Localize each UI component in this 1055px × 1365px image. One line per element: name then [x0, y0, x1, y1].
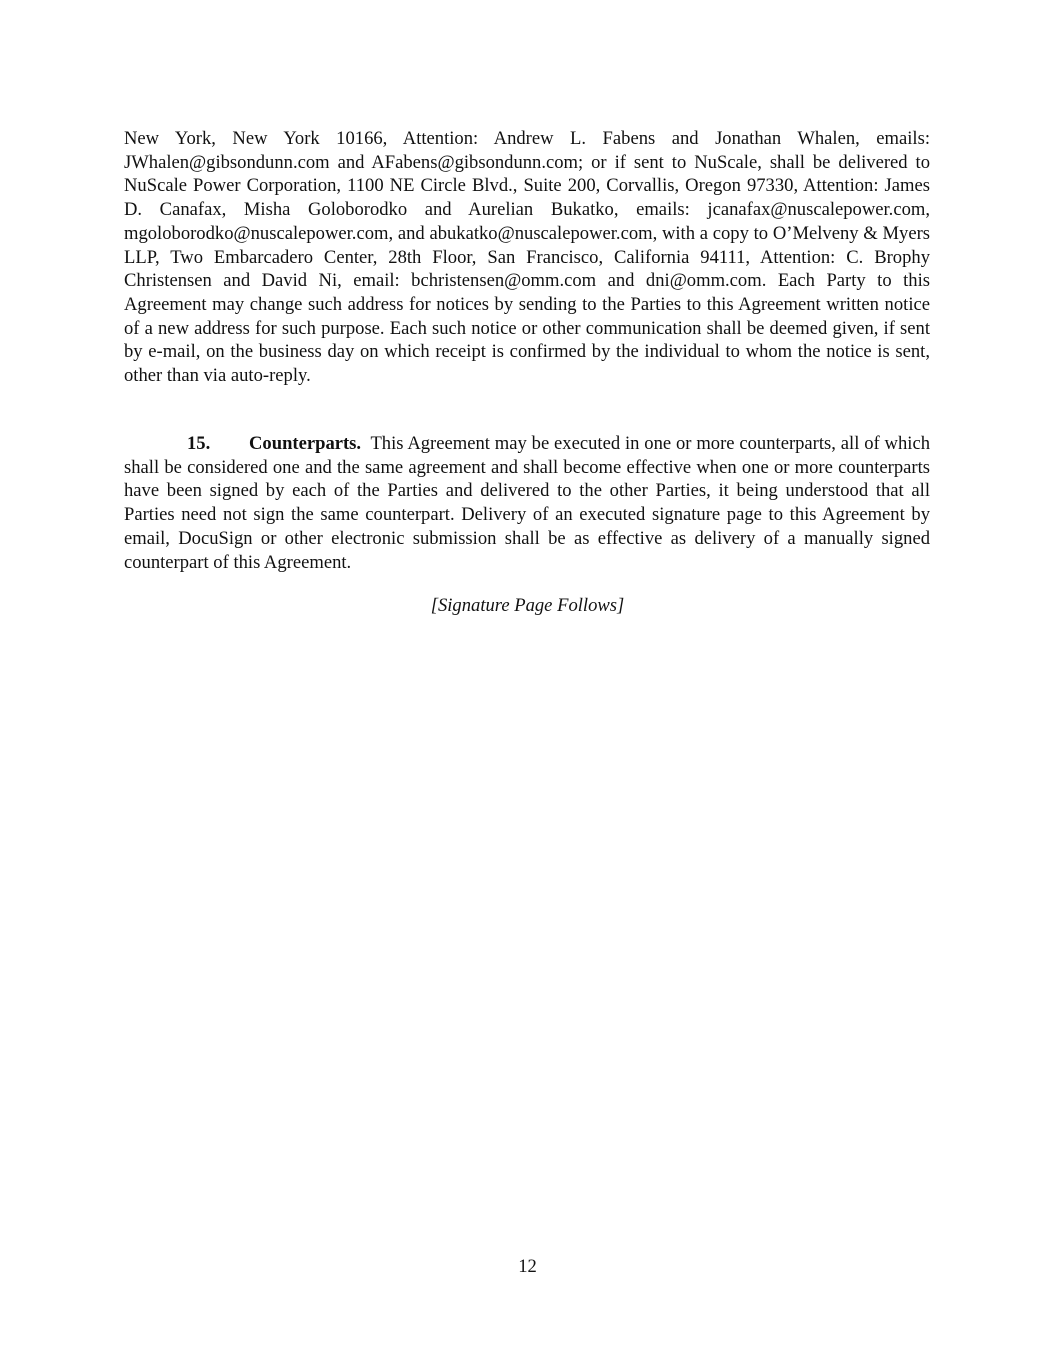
section-number: 15.: [187, 433, 211, 454]
section-title: Counterparts.: [249, 433, 362, 454]
page-number: 12: [518, 1256, 537, 1277]
notice-paragraph: New York, New York 10166, Attention: Andrew L. Fabens and Jonathan Whalen, emails: JWhalen@gibsondunn.com and AFabens@gibsondunn.com; or if sent to NuScale, shall be delivered to NuScale Power Corporation, 1100 NE Circle Blvd., Suite 200, Corvallis, Oregon 97330, Attention: James D. Canafax, Misha Goloborodko and Aurelian Bukatko, emails: jcanafax@nuscalepower.com, mgoloborodko@nuscalepower.com, and abukatko@nuscalepower.com, with a copy to O’Melveny & Myers LLP, Two Embarcadero Center, 28th Floor, San Francisco, California 94111, Attention: C. Brophy Christensen and David Ni, email: bchristensen@omm.com and dni@omm.com. Each Party to this Agreement may change such address for notices by sending to the Parties to this Agreement written notice of a new address for such purpose. Each such notice or other communication shall be deemed given, if sent by e-mail, on the business day on which receipt is confirmed by the individual to whom the notice is sent, other than via auto-reply.: [124, 128, 930, 387]
signature-page-follows-note: [Signature Page Follows]: [430, 595, 625, 616]
section-15-paragraph: [124, 432, 930, 574]
section-body: This Agreement may be executed in one or more counterparts, all of which shall be considered one and the same agreement and shall become effective when one or more counterparts have been signed by each of the Parties and delivered to the other Parties, it being understood that all Parties need not sign the same counterpart. Delivery of an executed signature page to this Agreement by email, DocuSign or other electronic submission shall be as effective as delivery of a manually signed counterpart of this Agreement.: [124, 433, 930, 573]
